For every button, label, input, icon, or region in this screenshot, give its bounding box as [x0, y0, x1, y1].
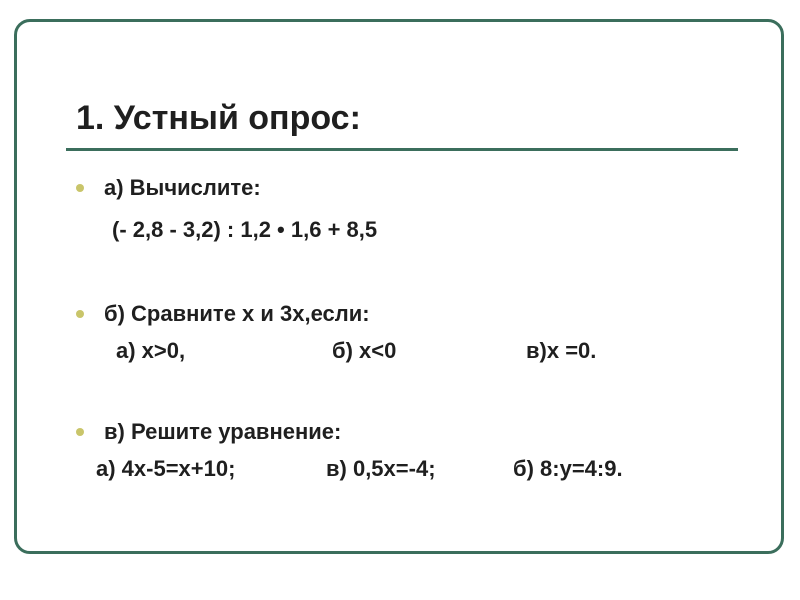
section-a-expression: (- 2,8 - 3,2) : 1,2 • 1,6 + 8,5	[112, 217, 378, 242]
section-c-equation-2: в) 0,5x=-4;	[326, 456, 436, 481]
bullet-icon	[76, 310, 84, 318]
bullet-icon	[76, 184, 84, 192]
section-c-equation-1: а) 4x-5=x+10;	[96, 456, 236, 481]
section-b-option-1: а) x>0,	[116, 338, 186, 363]
section-b-option-2: б) x<0	[332, 338, 397, 363]
section-c-heading: в) Решите уравнение:	[104, 419, 342, 444]
section-c-equation-3: б) 8:y=4:9.	[513, 456, 623, 481]
section-b-option-3: в)x =0.	[526, 338, 597, 363]
slide-title: 1. Устный опрос:	[76, 99, 361, 137]
title-underline	[66, 148, 738, 151]
section-a-heading: а) Вычислите:	[104, 175, 261, 200]
bullet-icon	[76, 428, 84, 436]
section-b-heading: б) Сравните x и 3x,если:	[104, 301, 370, 326]
